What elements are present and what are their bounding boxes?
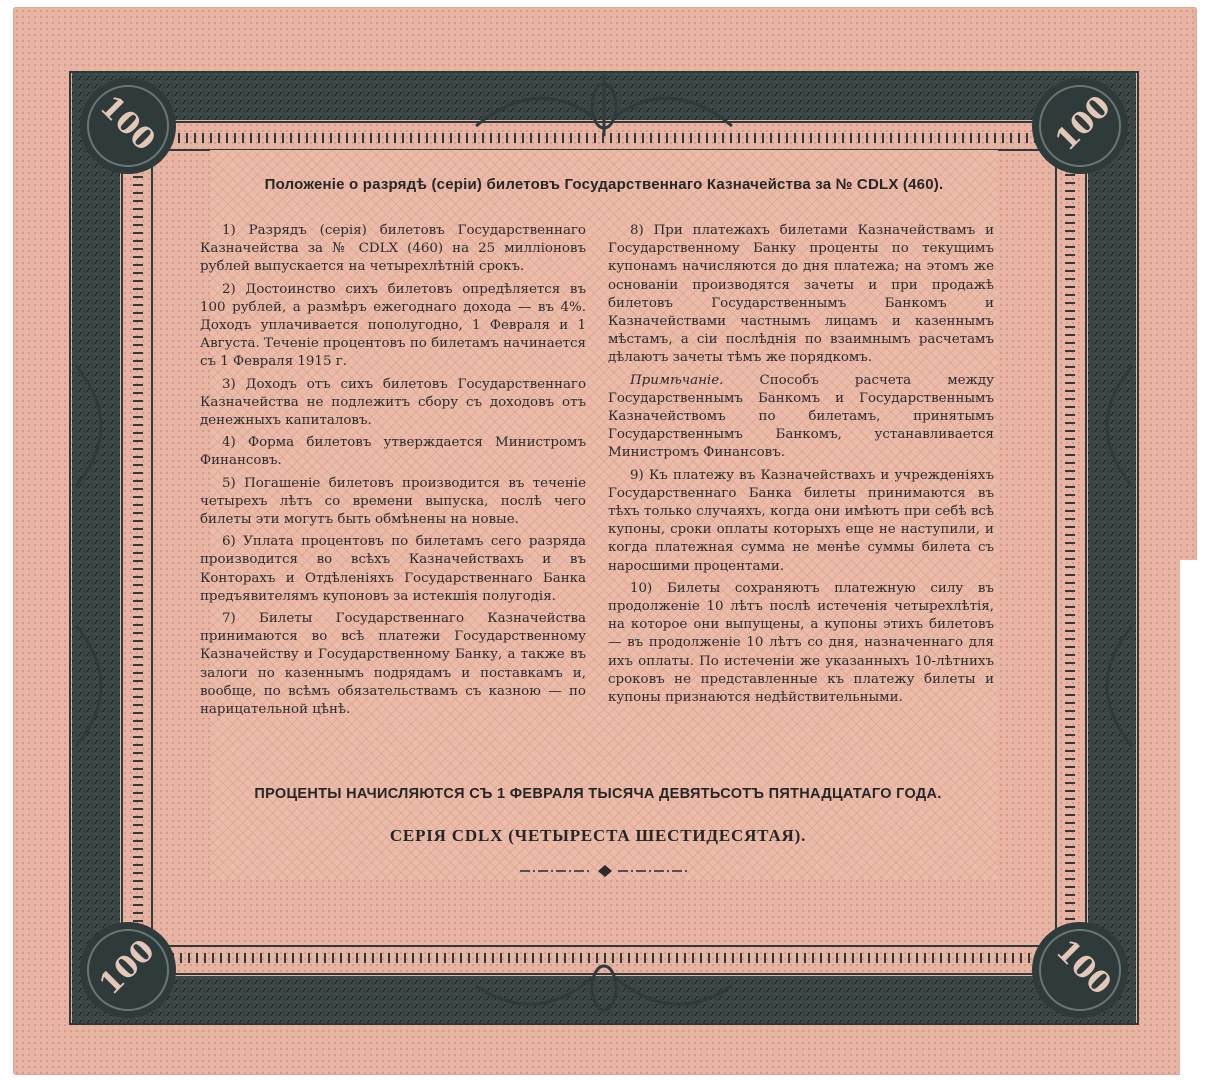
- corner-denomination-bottom-left: [78, 920, 174, 1016]
- clause-5: 5) Погашенiе билетовъ производится въ теченiе четырехъ лѣтъ со времени выпуска, послѣ чего билеты эти могутъ быть обмѣнены на новые.: [200, 475, 586, 528]
- document-title: Положенiе о разрядѣ (серiи) билетовъ Государственнаго Казначейства за № CDLX (460).: [264, 176, 944, 193]
- right-column: [608, 222, 994, 711]
- clause-2: 2) Достоинство сихъ билетовъ опредѣляется въ 100 рублей, а размѣръ ежегоднаго дохода — въ 4%. Доходъ уплачивается пополугодно, 1 Февраля и 1 Августа. Теченiе процентовъ по билетамъ начинается съ 1 Февраля 1915 г.: [200, 281, 586, 370]
- clause-10: 10) Билеты сохраняютъ платежную силу въ продолженiе 10 лѣтъ послѣ истеченiя четырехлѣтiя, на которое они выпущены, а купоны этихъ билетовъ — въ продолженiе 10 лѣтъ со дня, назначеннаго для ихъ оплаты. По истеченiи же указанныхъ 10-лѣтнихъ сроковъ не представленные къ платежу билеты и купоны признаются недѣйствительными.: [608, 580, 994, 706]
- corner-numeral: 100: [1048, 932, 1118, 1003]
- clause-6: 6) Уплата процентовъ по билетамъ сего разряда производится во всѣхъ Казначействахъ и въ Конторахъ и Отдѣленiяхъ Государственнаго Банка предъявителямъ купоновъ за истекшiя полугодiя.: [200, 534, 586, 604]
- clause-8: 8) При платежахъ билетами Казначействамъ и Государственному Банку проценты по текущимъ купонамъ начисляются до дня платежа; на этомъ же основанiи производятся зачеты и при продажѣ билетовъ Государственнымъ Банкомъ и Казначействами частнымъ лицамъ и казеннымъ мѣстамъ, а сiи послѣднiя по взаимнымъ расчетамъ дѣлаютъ зачеты тѣмъ же порядкомъ.: [608, 223, 994, 366]
- note-lead: Примѣчанiе.: [630, 372, 724, 388]
- note-paragraph: [608, 372, 994, 463]
- clause-3: 3) Доходъ отъ сихъ билетовъ Государственнаго Казначейства не подлежитъ сбору съ доходовъ отъ денежныхъ капиталовъ.: [200, 376, 586, 429]
- corner-denomination-bottom-right: [1034, 920, 1130, 1016]
- paper-torn-edge: [1180, 560, 1208, 1080]
- clause-7: 7) Билеты Государственнаго Казначейства принимаются во всѣ платежи Государственному Казначейству и Государственному Банку, а также въ залоги по казеннымъ подрядамъ и поставкамъ и, вообще, по всѣмъ обязательствамъ съ казною — по нарицательной цѣнѣ.: [200, 611, 586, 718]
- left-column: [200, 222, 586, 723]
- corner-numeral: 100: [92, 932, 162, 1003]
- series-statement: СЕРIЯ CDLX (ЧЕТЫРЕСТА ШЕСТИДЕСЯТАЯ).: [389, 826, 807, 845]
- corner-numeral: 100: [92, 88, 162, 159]
- clause-1: 1) Разрядъ (серiя) билетовъ Государственнаго Казначейства за № CDLX (460) на 25 миллiоновъ рублей выпускается на четырехлѣтнiй срокъ.: [200, 223, 586, 275]
- divider-ornament: [520, 864, 690, 878]
- corner-denomination-top-left: [78, 76, 174, 172]
- interest-statement: ПРОЦЕНТЫ НАЧИСЛЯЮТСЯ СЪ 1 ФЕВРАЛЯ ТЫСЯЧА ДЕВЯТЬСОТЪ ПЯТНАДЦАТАГО ГОДА.: [254, 786, 942, 802]
- corner-numeral: 100: [1048, 88, 1118, 159]
- clause-9: 9) Къ платежу въ Казначействахъ и учрежденiяхъ Государственнаго Банка билеты принимаются въ тѣхъ только случаяхъ, когда они имѣютъ при себѣ всѣ купоны, сроки оплаты которыхъ еще не наступили, и когда платежная сумма не менѣе суммы билета съ наросшими процентами.: [608, 467, 994, 574]
- corner-denomination-top-right: [1034, 76, 1130, 172]
- clause-4: 4) Форма билетовъ утверждается Министромъ Финансовъ.: [200, 435, 586, 469]
- note-text: Способъ расчета между Государственнымъ Банкомъ и Государственнымъ Казначействомъ по билетамъ, принятымъ Государственнымъ Банкомъ, устанавливается Министромъ Финансовъ.: [608, 372, 994, 461]
